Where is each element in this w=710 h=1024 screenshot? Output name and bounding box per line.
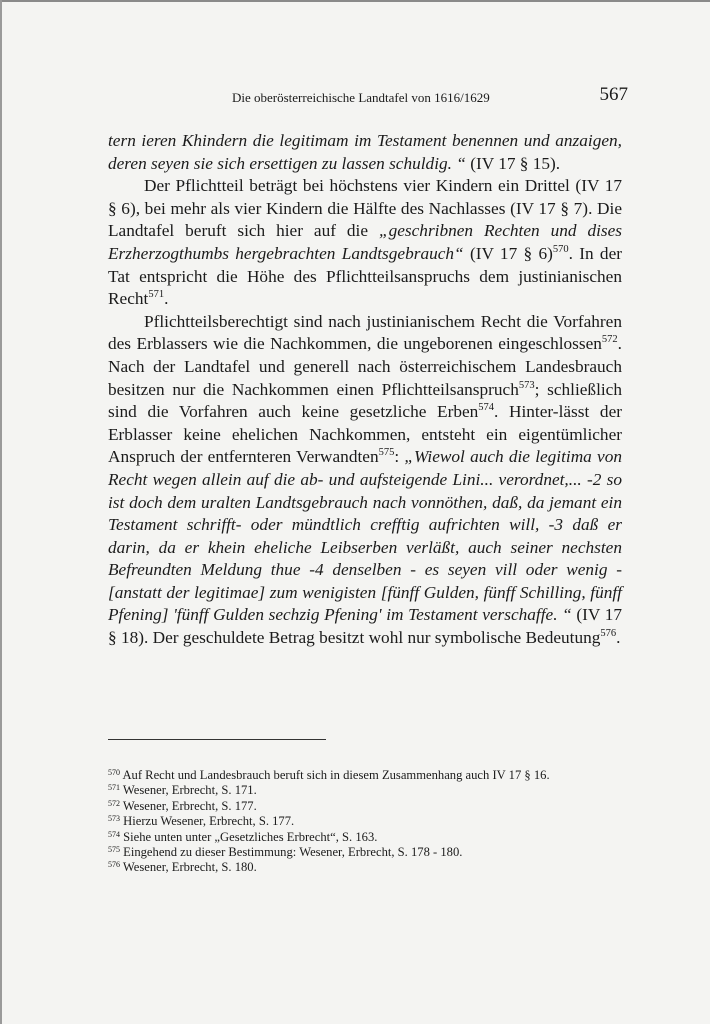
footnote-text: Auf Recht und Landesbrauch beruft sich in diesem Zusammenhang auch IV 17 § 16.: [120, 768, 550, 782]
text-run: Pflichtteilsberechtigt sind nach justinianischem Recht die Vorfahren des Erblassers wie die Nachkommen, die ungeborenen eingeschlossen: [108, 311, 622, 354]
paragraph-3: [108, 311, 622, 650]
footnote-separator: [108, 739, 326, 740]
footnote-text: Wesener, Erbrecht, S. 171.: [120, 783, 257, 798]
text-run: . Hinter-lässt der Erblasser keine ehelichen Nachkommen, entsteht ein eigentümlicher Anspruch der entfernteren Verwandten: [108, 402, 622, 467]
footnote-ref[interactable]: 576: [600, 628, 617, 640]
footnote-number: 574: [108, 829, 120, 839]
text-run: Der Pflichtteil beträgt bei höchstens vier Kindern ein Drittel (IV 17 § 6), bei mehr als vier Kindern die Hälfte des Nachlasses (IV 17 § 7). Die Landtafel beruft sich hier auf die: [108, 176, 622, 241]
page-header: [108, 84, 628, 114]
text-run: . In der Tat entspricht die Höhe des Pflichtteilsanspruchs dem justinianischen Recht: [108, 243, 622, 309]
quote-text: „Wiewol auch die legitima von Recht wegen allein auf die ab- und aufsteigende Lini... verordnet,... -2 so ist doch dem uralten Landtsgebrauch nach vonnöthen, daß, da jemant ein Testament schrifft- oder mündtlich crefftig aufrichten will, -3 daß er darin, da er khein eheliche Leibserben verläßt, auch seiner nechsten Befreundten Meldung thue -4 denselben - es seyen vill oder wenig - [anstatt der legitimae] zum wenigisten [fünff Gulden, fünff Schilling, fünff Pfening] 'fünff Gulden sechzig Pfening' im Testament verschaffe. “: [108, 447, 622, 625]
footnote-number: 575: [108, 845, 120, 855]
paragraph-2: [108, 175, 622, 311]
scan-border-top: [0, 0, 710, 2]
page-number: 567: [599, 84, 628, 105]
footnote-number: 576: [108, 860, 120, 870]
text-run: :: [394, 447, 405, 467]
footnote: [108, 814, 628, 829]
text-run: ; schließlich sind die Vorfahren auch keine gesetzliche Erben: [108, 379, 622, 422]
scan-border-left: [0, 0, 2, 1024]
footnotes: [108, 768, 628, 876]
text-run: (IV 17 § 18). Der geschuldete Betrag besitzt wohl nur symbolische Bedeutung: [108, 605, 622, 648]
main-text: [108, 130, 622, 650]
footnote-number: 571: [108, 783, 120, 793]
footnote: [108, 799, 628, 814]
footnote-ref[interactable]: 570: [552, 243, 569, 255]
text-run: (IV 17 § 6): [463, 243, 553, 263]
footnote: [108, 830, 628, 845]
footnote-text: Hierzu Wesener, Erbrecht, S. 177.: [120, 814, 295, 829]
citation: (IV 17 § 15).: [465, 153, 561, 173]
footnote-ref[interactable]: 574: [478, 402, 495, 414]
paragraph-1: [108, 130, 622, 175]
footnote-ref[interactable]: 572: [601, 334, 618, 346]
footnote: [108, 768, 628, 783]
footnote-text: Siehe unten unter „Gesetzliches Erbrecht“, S. 163.: [120, 829, 378, 844]
quote-text: „geschribnen Rechten und dises Erzherzogthumbs hergebrachten Landtsgebrauch“: [108, 221, 623, 263]
footnote-text: Wesener, Erbrecht, S. 177.: [120, 798, 257, 813]
footnote: [108, 860, 628, 875]
text-run: .: [164, 289, 169, 309]
running-title: Die oberösterreichische Landtafel von 1616/1629: [232, 90, 490, 105]
footnote-number: 570: [108, 768, 120, 777]
text-run: .: [616, 628, 621, 648]
footnote-ref[interactable]: 575: [378, 447, 395, 459]
quote-text: tern ieren Khindern die legitimam im Testament benennen und anzaigen, deren seyen sie sich ersettigen zu lassen schuldig. “: [108, 131, 622, 173]
text-run: . Nach der Landtafel und generell nach österreichischem Landesbrauch besitzen nur die Nachkommen einen Pflichtteilsanspruch: [108, 334, 622, 399]
footnote-number: 572: [108, 798, 120, 808]
footnote-ref[interactable]: 573: [518, 379, 535, 391]
footnote: [108, 845, 628, 860]
footnote-text: Eingehend zu dieser Bestimmung: Wesener, Erbrecht, S. 178 - 180.: [120, 845, 463, 860]
footnote-number: 573: [108, 814, 120, 824]
footnote: [108, 783, 628, 798]
footnote-ref[interactable]: 571: [148, 289, 165, 301]
footnote-text: Wesener, Erbrecht, S. 180.: [120, 860, 257, 875]
